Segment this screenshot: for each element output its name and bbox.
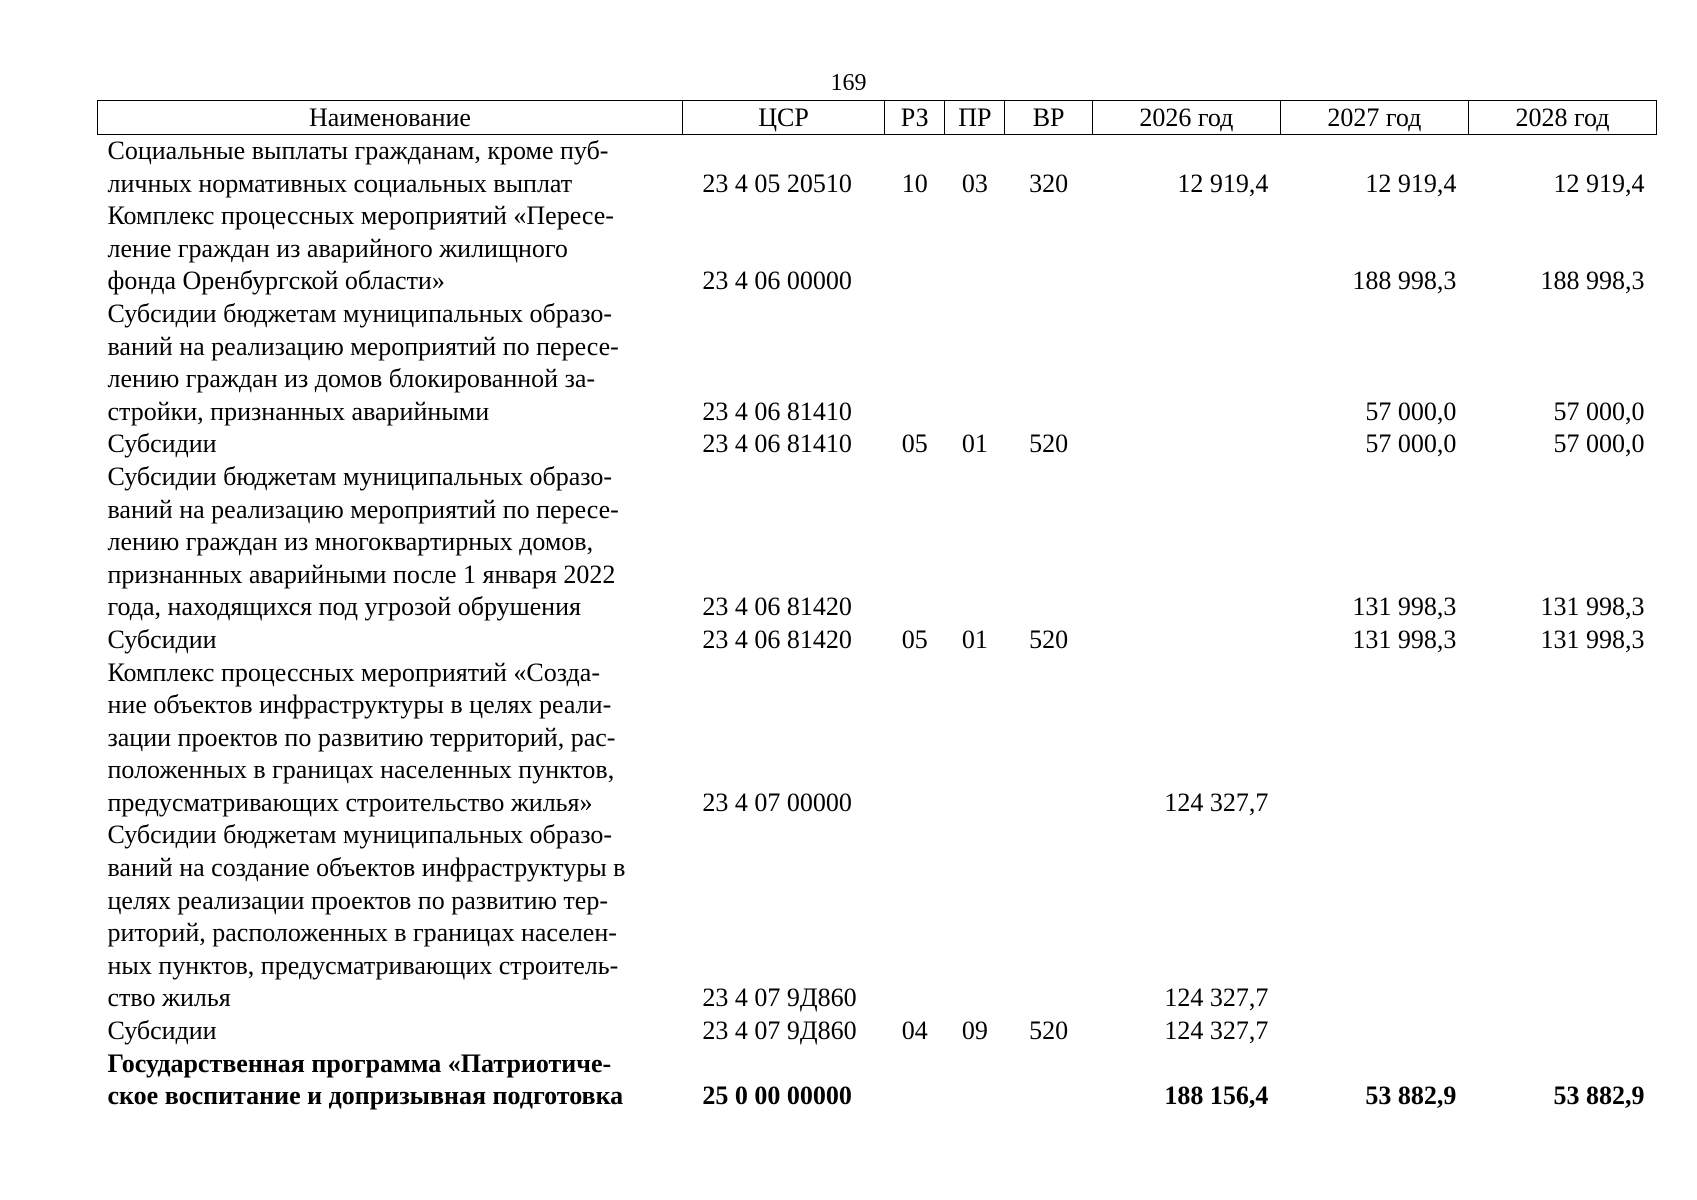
cell-2026 [1092, 428, 1280, 461]
cell-2028: 57 000,0 [1553, 429, 1645, 459]
cell-name-line: ваний на реализацию мероприятий по пересе- [107, 494, 619, 524]
cell-name-line: Субсидии бюджетам муниципальных образо- [107, 298, 613, 328]
cell-2027 [1280, 1015, 1468, 1048]
cell-vr: 320 [1029, 168, 1069, 198]
header-name: Наименование [98, 101, 683, 135]
cell-csr: 23 4 06 81420 [702, 592, 852, 622]
cell-name-line: лению граждан из домов блокированной за- [107, 364, 596, 394]
cell-2028 [1468, 819, 1656, 1015]
table-row [98, 1048, 1657, 1113]
cell-name [98, 1015, 683, 1048]
cell-vr [1005, 200, 1092, 298]
table-row [98, 1015, 1657, 1048]
cell-rz [885, 461, 945, 624]
cell-2026: 124 327,7 [1164, 787, 1269, 817]
cell-name-line: Субсидии бюджетам муниципальных образо- [107, 820, 613, 850]
cell-name-line: Субсидии [107, 429, 217, 459]
cell-csr: 23 4 06 81420 [702, 624, 852, 654]
cell-vr [1005, 298, 1092, 428]
cell-name-line: ваний на реализацию мероприятий по пересе- [107, 331, 619, 361]
cell-name-line: положенных в границах населенных пунктов, [107, 755, 615, 785]
cell-name [98, 135, 683, 201]
cell-csr: 23 4 06 81410 [702, 396, 852, 426]
cell-name [98, 657, 683, 820]
cell-name-line: зации проектов по развитию территорий, рас- [107, 722, 616, 752]
cell-csr: 23 4 06 81410 [702, 429, 852, 459]
cell-2028: 53 882,9 [1553, 1081, 1645, 1111]
header-rz: РЗ [885, 101, 945, 135]
cell-name-line: года, находящихся под угрозой обрушения [107, 592, 581, 622]
cell-rz: 10 [901, 168, 928, 198]
header-vr: ВР [1005, 101, 1092, 135]
header-csr: ЦСР [682, 101, 884, 135]
cell-2026 [1092, 200, 1280, 298]
cell-2026 [1092, 461, 1280, 624]
cell-pr: 09 [961, 1016, 988, 1046]
cell-pr [945, 298, 1005, 428]
cell-vr [1005, 819, 1092, 1015]
header-2026: 2026 год [1092, 101, 1280, 135]
cell-rz [885, 298, 945, 428]
cell-2027: 188 998,3 [1352, 266, 1457, 296]
cell-2027 [1280, 657, 1468, 820]
cell-name-line: Субсидии бюджетам муниципальных образо- [107, 461, 613, 491]
cell-2027: 53 882,9 [1365, 1081, 1457, 1111]
table-row [98, 135, 1657, 201]
cell-pr [945, 1048, 1005, 1113]
cell-name-line: фонда Оренбургской области» [107, 266, 445, 296]
page-number: 169 [830, 70, 867, 96]
cell-name-line: Субсидии [107, 1016, 217, 1046]
cell-pr: 01 [961, 624, 988, 654]
table-row [98, 657, 1657, 820]
cell-rz [885, 657, 945, 820]
cell-2026 [1092, 624, 1280, 657]
cell-name-line: ние объектов инфраструктуры в целях реали- [107, 690, 612, 720]
cell-2028 [1468, 1015, 1656, 1048]
cell-csr: 23 4 05 20510 [702, 168, 852, 198]
cell-vr: 520 [1029, 624, 1069, 654]
cell-rz [885, 819, 945, 1015]
cell-2027: 131 998,3 [1352, 592, 1457, 622]
table-row [98, 819, 1657, 1015]
cell-pr [945, 819, 1005, 1015]
cell-name-line: личных нормативных социальных выплат [107, 168, 573, 198]
cell-rz: 05 [901, 624, 928, 654]
cell-name-line: предусматривающих строительство жилья» [107, 787, 593, 817]
cell-pr: 03 [961, 168, 988, 198]
cell-name-line: признанных аварийными после 1 января 2022 [107, 559, 616, 589]
cell-name-line: стройки, признанных аварийными [107, 396, 490, 426]
cell-2028: 188 998,3 [1540, 266, 1645, 296]
cell-2026: 124 327,7 [1164, 983, 1269, 1013]
table-row [98, 624, 1657, 657]
table-header-row [98, 101, 1657, 135]
cell-name-line: Государственная программа «Патриотиче- [107, 1048, 612, 1078]
cell-2026: 12 919,4 [1177, 168, 1269, 198]
cell-csr: 23 4 07 00000 [702, 787, 852, 817]
table-row [98, 200, 1657, 298]
cell-csr: 23 4 07 9Д860 [702, 983, 857, 1013]
cell-pr [945, 200, 1005, 298]
cell-name-line: Субсидии [107, 624, 217, 654]
cell-vr [1005, 1048, 1092, 1113]
cell-vr: 520 [1029, 429, 1069, 459]
cell-name [98, 298, 683, 428]
cell-vr: 520 [1029, 1016, 1069, 1046]
cell-name [98, 461, 683, 624]
cell-name-line: Социальные выплаты гражданам, кроме пуб- [107, 136, 609, 165]
table-row [98, 428, 1657, 461]
cell-vr [1005, 461, 1092, 624]
table-row [98, 461, 1657, 624]
cell-2026 [1092, 298, 1280, 428]
cell-2026: 188 156,4 [1164, 1081, 1269, 1111]
cell-2027: 57 000,0 [1365, 429, 1457, 459]
cell-2028: 131 998,3 [1540, 624, 1645, 654]
cell-csr: 23 4 06 00000 [702, 266, 852, 296]
cell-rz [885, 1048, 945, 1113]
cell-2027 [1280, 819, 1468, 1015]
cell-name-line: ных пунктов, предусматривающих строитель- [107, 950, 619, 980]
cell-name-line: ское воспитание и допризывная подготовка [107, 1081, 624, 1111]
cell-csr: 23 4 07 9Д860 [702, 1016, 857, 1046]
cell-name [98, 200, 683, 298]
cell-2028: 131 998,3 [1540, 592, 1645, 622]
cell-name-line: Комплекс процессных мероприятий «Пересе- [107, 201, 614, 231]
cell-name [98, 624, 683, 657]
cell-2028 [1468, 657, 1656, 820]
cell-name-line: лению граждан из многоквартирных домов, [107, 527, 594, 557]
cell-rz: 04 [901, 1016, 928, 1046]
cell-name-line: риторий, расположенных в границах населен- [107, 918, 617, 948]
table-row [98, 298, 1657, 428]
header-2027: 2027 год [1280, 101, 1468, 135]
cell-pr: 01 [961, 429, 988, 459]
cell-name-line: ство жилья [107, 983, 231, 1013]
cell-name [98, 1048, 683, 1113]
cell-name [98, 819, 683, 1015]
cell-name-line: Комплекс процессных мероприятий «Созда- [107, 657, 600, 687]
budget-table [97, 100, 1657, 1113]
cell-name-line: целях реализации проектов по развитию тер- [107, 885, 608, 915]
header-2028: 2028 год [1468, 101, 1656, 135]
header-pr: ПР [945, 101, 1005, 135]
cell-2027: 57 000,0 [1365, 396, 1457, 426]
cell-name-line: ление граждан из аварийного жилищного [107, 233, 568, 263]
cell-name-line: ваний на создание объектов инфраструктуры в [107, 853, 626, 883]
cell-2028: 12 919,4 [1553, 168, 1645, 198]
cell-2027: 12 919,4 [1365, 168, 1457, 198]
cell-2027: 131 998,3 [1352, 624, 1457, 654]
cell-rz [885, 200, 945, 298]
cell-2026: 124 327,7 [1164, 1016, 1269, 1046]
table-body [98, 135, 1657, 1113]
cell-pr [945, 657, 1005, 820]
cell-rz: 05 [901, 429, 928, 459]
cell-csr: 25 0 00 00000 [702, 1081, 852, 1111]
cell-name [98, 428, 683, 461]
cell-2028: 57 000,0 [1553, 396, 1645, 426]
cell-vr [1005, 657, 1092, 820]
cell-pr [945, 461, 1005, 624]
